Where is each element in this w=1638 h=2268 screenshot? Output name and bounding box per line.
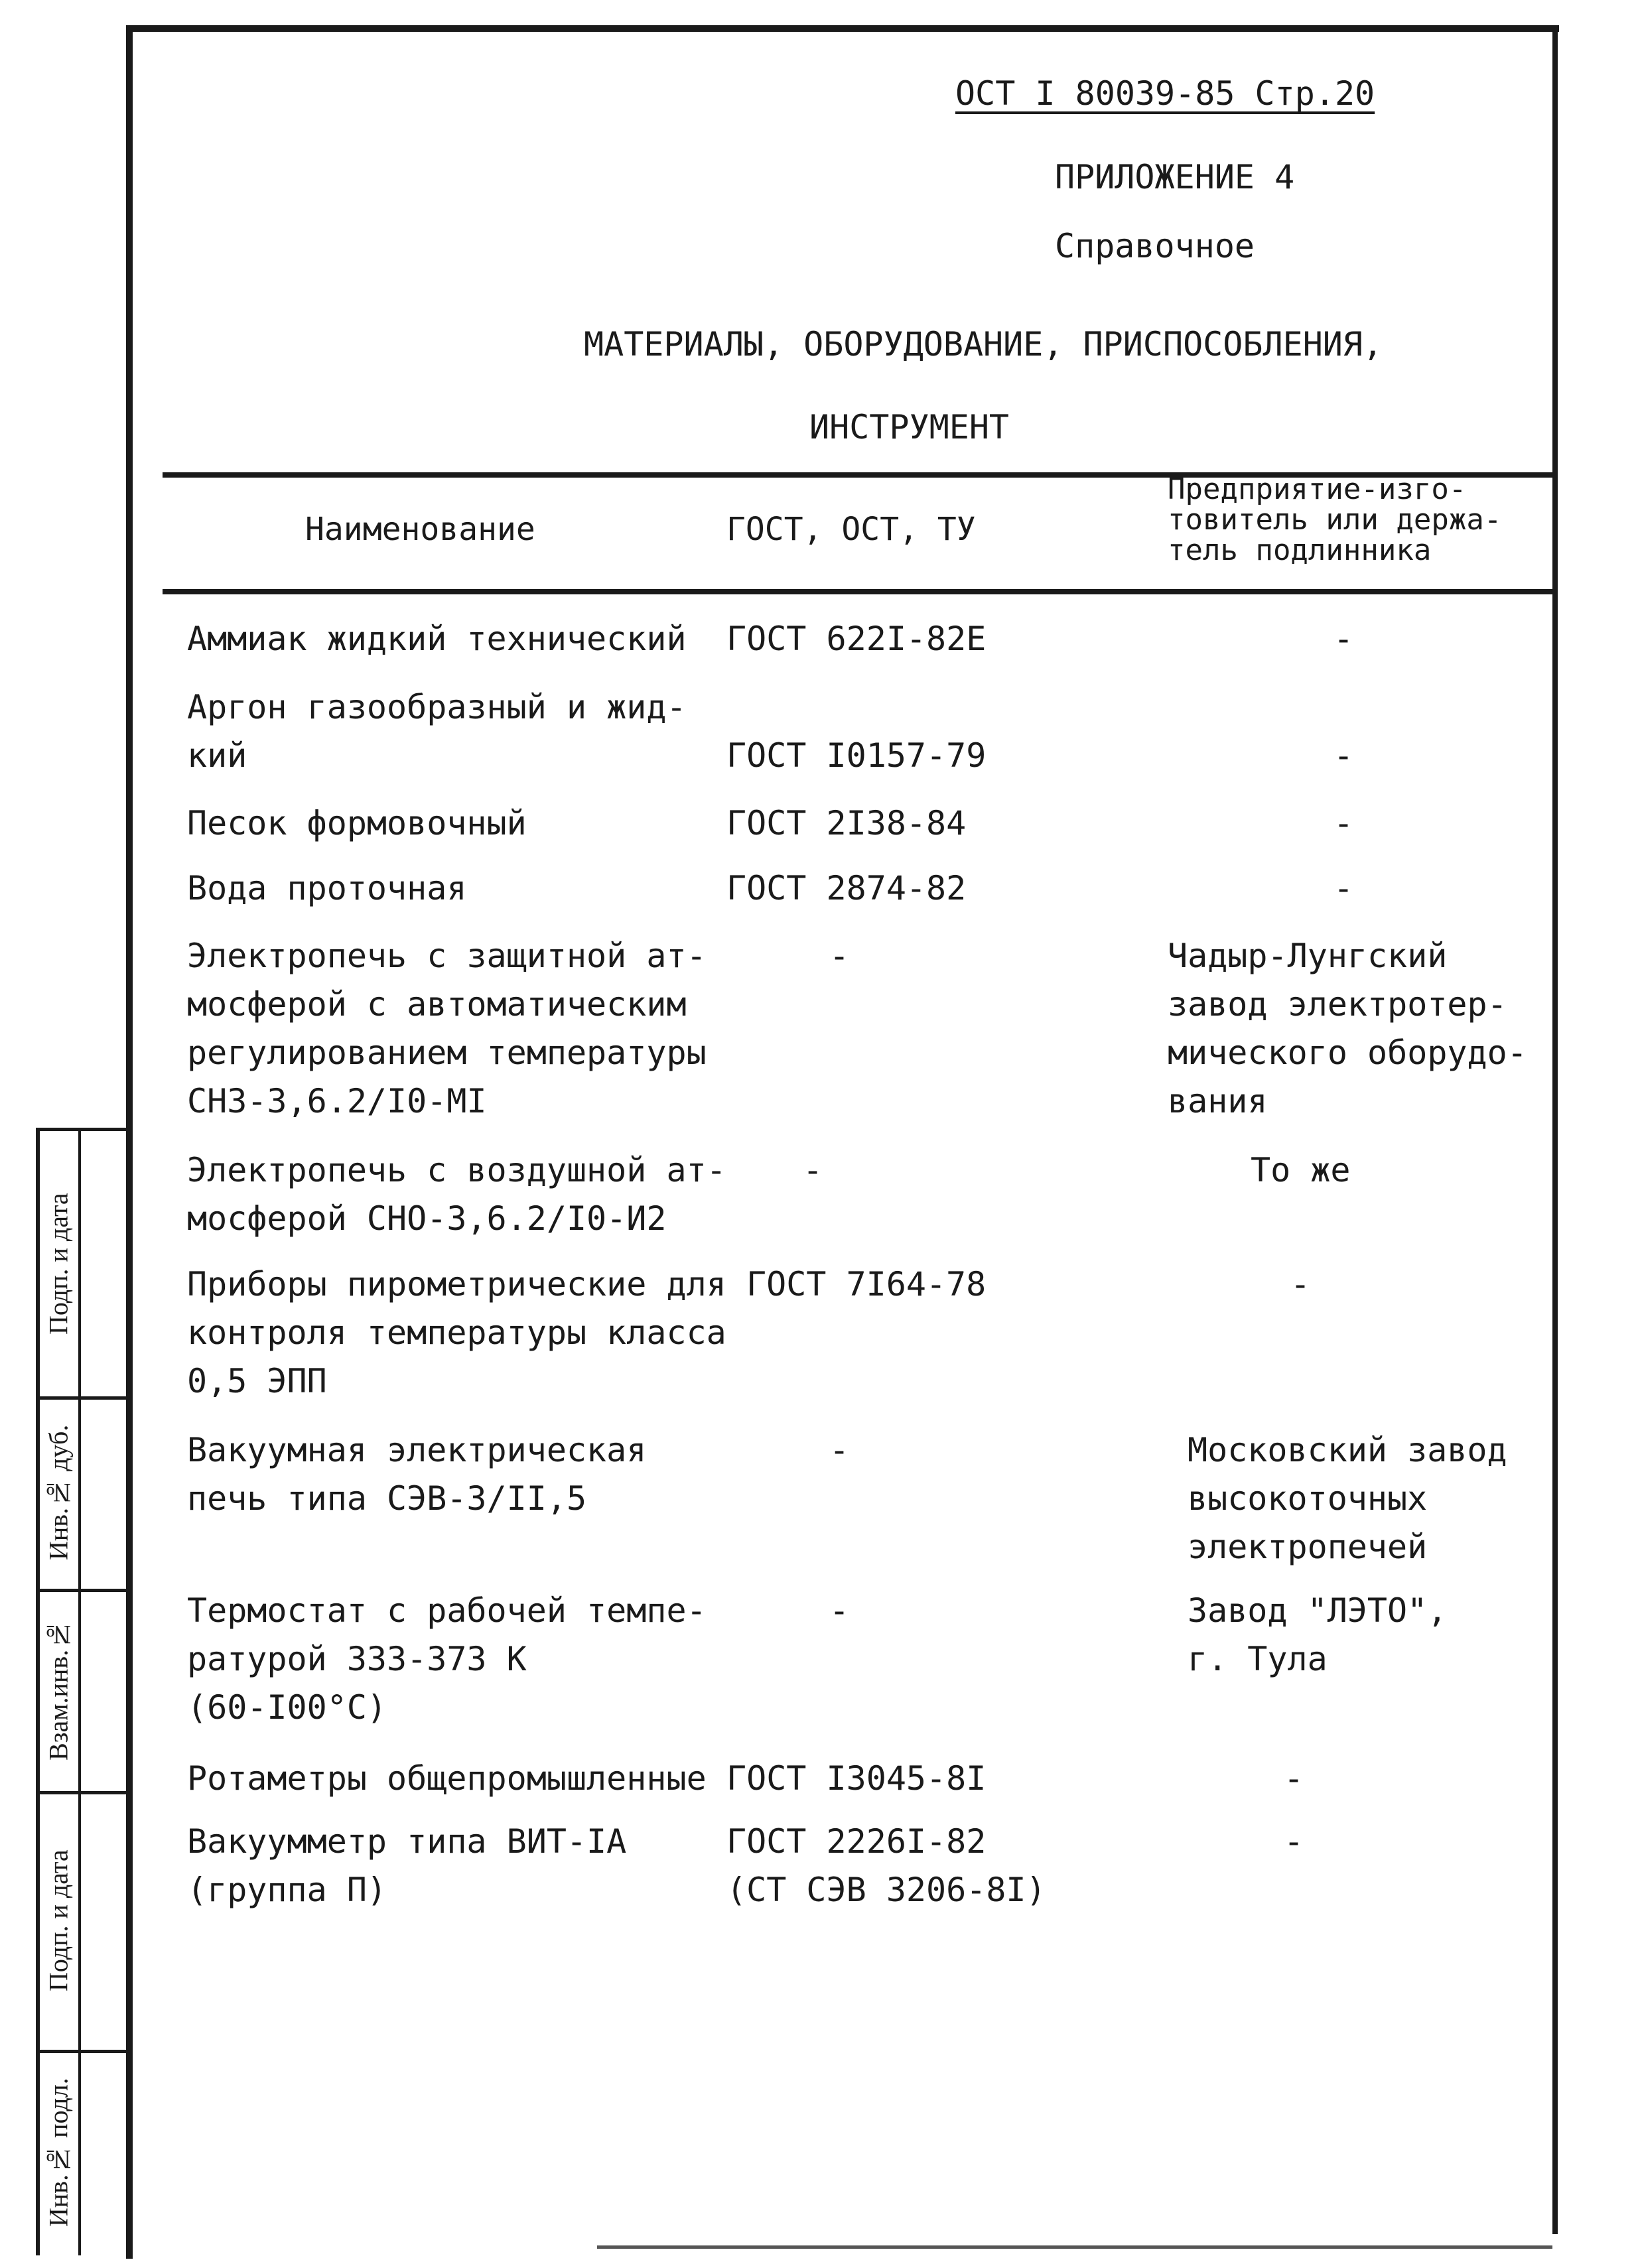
side-stamp-divider xyxy=(36,1128,129,1131)
row-name: Песок формовочный xyxy=(187,804,527,842)
row-manufacturer: - xyxy=(1284,1759,1304,1798)
row-name: Вакуумметр типа ВИТ-IА (группа П) xyxy=(187,1822,627,1909)
row-manufacturer: То же xyxy=(1251,1151,1351,1189)
row-manufacturer: Московский завод высокоточных электропечей xyxy=(1188,1431,1507,1566)
appendix-number: ПРИЛОЖЕНИЕ 4 xyxy=(1055,158,1295,196)
row-name: Термостат с рабочей темпе- ратурой 333-373 К (60-I00°С) xyxy=(187,1591,707,1727)
column-header-gost: ГОСТ, ОСТ, ТУ xyxy=(726,511,976,548)
row-name: Ротаметры общепромышленные xyxy=(187,1759,707,1798)
row-manufacturer: - xyxy=(1290,1265,1311,1303)
page-title-continued: ИНСТРУМЕНТ xyxy=(809,408,1010,446)
page-title: МАТЕРИАЛЫ, ОБОРУДОВАНИЕ, ПРИСПОСОБЛЕНИЯ, xyxy=(584,325,1383,364)
document-code: ОСТ I 80039-85 Стр.20 xyxy=(955,74,1375,113)
side-stamp-label: Инв.№ дуб. xyxy=(43,1424,74,1561)
row-gost: - xyxy=(829,1431,850,1469)
row-manufacturer: - xyxy=(1333,869,1354,907)
row-gost: - xyxy=(829,1591,850,1630)
row-manufacturer: - xyxy=(1333,804,1354,842)
row-manufacturer: Завод "ЛЭТО", г. Тула xyxy=(1188,1591,1448,1678)
table-header-rule xyxy=(163,589,1556,594)
frame-bottom-border xyxy=(597,2245,1552,2249)
row-name: Приборы пирометрические для контроля температуры класса 0,5 ЭПП xyxy=(187,1265,726,1400)
row-gost: ГОСТ 2I38-84 xyxy=(726,804,967,842)
appendix-type: Справочное xyxy=(1055,227,1255,265)
row-gost: - xyxy=(803,1151,823,1189)
side-stamp-label: Подп. и дата xyxy=(43,1849,74,1991)
row-gost: ГОСТ 2874-82 xyxy=(726,869,967,907)
row-manufacturer: Чадыр-Лунгский завод электротер- мического оборудо- вания xyxy=(1168,937,1527,1120)
side-stamp-label: Инв.№ подл. xyxy=(43,2078,74,2228)
frame-left-border xyxy=(126,27,133,2259)
frame-top-border xyxy=(126,25,1559,32)
row-name: Вода проточная xyxy=(187,869,467,907)
row-name: Аргон газообразный и жид- кий xyxy=(187,688,687,775)
side-stamp-inner-line xyxy=(78,1128,81,2255)
column-header-name: Наименование xyxy=(305,511,535,548)
row-manufacturer: - xyxy=(1284,1822,1304,1861)
frame-right-border xyxy=(1552,25,1558,2234)
row-gost: ГОСТ 7I64-78 xyxy=(746,1265,987,1303)
row-name: Электропечь с воздушной ат- мосферой СНО-3,6.2/I0-И2 xyxy=(187,1151,726,1238)
row-manufacturer: - xyxy=(1333,620,1354,658)
column-header-manufacturer: Предприятие-изго- товитель или держа- тель подлинника xyxy=(1168,472,1502,567)
row-name: Вакуумная электрическая печь типа СЭВ-3/II,5 xyxy=(187,1431,647,1518)
row-gost: ГОСТ I3045-8I xyxy=(726,1759,987,1798)
row-gost: ГОСТ 2226I-82 (СТ СЭВ 3206-8I) xyxy=(726,1822,1046,1909)
row-name: Аммиак жидкий технический xyxy=(187,620,687,658)
row-gost: ГОСТ I0157-79 xyxy=(726,736,987,775)
row-name: Электропечь с защитной ат- мосферой с автоматическим регулированием температуры СНЗ-3,6.2/I0-МI xyxy=(187,937,707,1120)
row-gost: ГОСТ 622I-82Е xyxy=(726,620,987,658)
side-stamp-label: Взам.инв.№ xyxy=(43,1619,74,1761)
row-manufacturer: - xyxy=(1333,736,1354,775)
row-gost: - xyxy=(829,937,850,975)
side-stamp-label: Подп. и дата xyxy=(43,1193,74,1335)
